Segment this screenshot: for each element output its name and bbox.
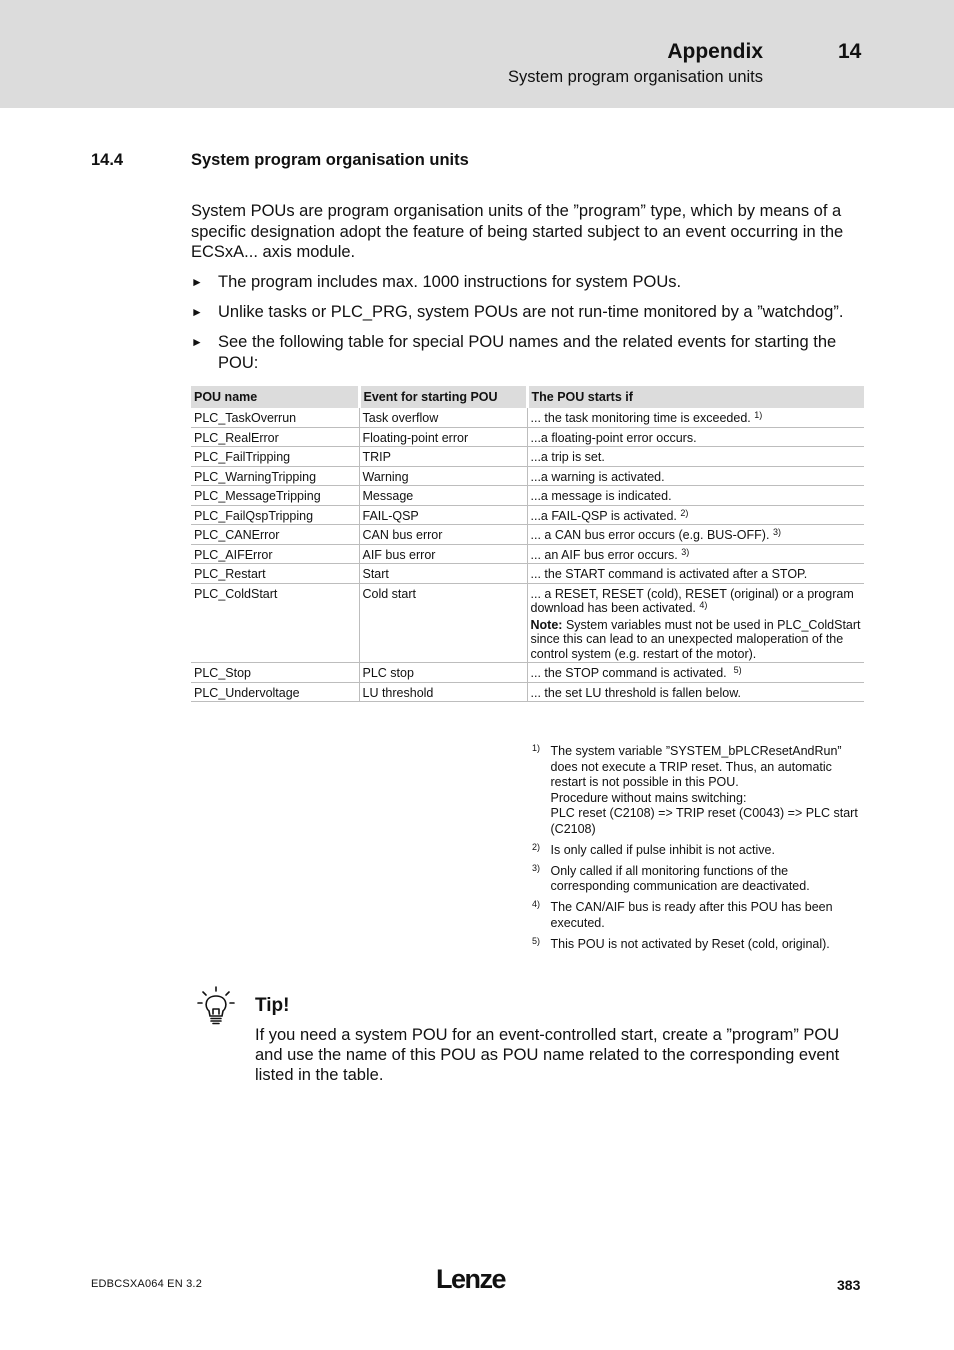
condition-cell: ... the STOP command is activated. $^{5)}$ [527,663,864,683]
pou-name-cell: PLC_ColdStart [191,583,359,663]
table-row [191,525,864,545]
table-row [191,564,864,584]
bullet-text: See the following table for special POU names and the related events for starting the POU: [218,333,837,372]
column-header-pou-name: POU name [191,386,359,408]
table-row [191,466,864,486]
pou-name-cell: PLC_Stop [191,663,359,683]
lightbulb-icon [196,985,236,1025]
footnote-ref: 1) [754,410,763,420]
table-row [191,427,864,447]
pou-name-cell: PLC_Restart [191,564,359,584]
condition-cell: ...a warning is activated. [527,466,864,486]
table-row [191,447,864,467]
header-title: Appendix [667,40,763,63]
footnote: 1) The system variable ”SYSTEM_bPLCResetAndRun” does not execute a TRIP reset. Thus, an automatic restart is not possible in this POU. Procedure without mains switching: PLC reset (C2108) => TRIP reset (C0043) => PLC start (C2108) [532,743,858,836]
footnote-ref: 2) [680,507,689,518]
event-cell: Cold start [359,583,527,663]
bullet-item [191,332,867,373]
pou-name-cell: PLC_TaskOverrun [191,408,359,427]
condition-cell: ... a CAN bus error occurs (e.g. BUS-OFF). $^{3)}$ [527,525,864,545]
condition-cell: ...a trip is set. [527,447,864,467]
pou-name-cell: PLC_AIFError [191,544,359,564]
condition-cell: ... the set LU threshold is fallen below. [527,682,864,702]
event-cell: CAN bus error [359,525,527,545]
bullet-text: Unlike tasks or PLC_PRG, system POUs are not run-time monitored by a ”watchdog”. [218,303,844,321]
event-cell: Start [359,564,527,584]
condition-cell: ...a FAIL-QSP is activated. $^{2)}$ [527,505,864,525]
table-row [191,505,864,525]
table-row [191,408,864,427]
footnote-mark: 4) [532,899,541,909]
condition-cell: ... an AIF bus error occurs. $^{3)}$ [527,544,864,564]
arrow-bullet-icon: ► [191,275,203,289]
column-header-event: Event for starting POU [359,386,527,408]
pou-name-cell: PLC_CANError [191,525,359,545]
footnote-mark: 5) [532,935,541,946]
page-number: 383 [837,1277,861,1293]
arrow-bullet-icon: ► [191,335,203,349]
section-title: System program organisation units [191,151,469,169]
pou-name-cell: PLC_WarningTripping [191,466,359,486]
condition-cell: ... the START command is activated after a STOP. [527,564,864,584]
footnote-ref: 4) [699,600,708,610]
condition-cell: ...a message is indicated. [527,486,864,506]
footnote-ref: 3) [772,527,781,537]
footnotes [532,744,864,958]
column-header-condition: The POU starts if [527,386,864,408]
pou-name-cell: PLC_FailTripping [191,447,359,467]
footnote-mark: 2) [532,841,541,852]
tip-text: If you need a system POU for an event-controlled start, create a ”program” POU and use the name of this POU as POU name related to the corresponding event listed in the table. [255,1026,840,1084]
table-header-row [191,386,864,408]
event-cell: TRIP [359,447,527,467]
footnote: 3) Only called if all monitoring functions of the corresponding communication are deactivated. [532,862,810,893]
condition-cell: ... a RESET, RESET (cold), RESET (original) or a program download has been activated. $^{4)}$ Note: System variables must not be used in PLC_ColdStart since this can lead to an unexpected maloperation of the control system (e.g. restart of the motor). [527,583,864,663]
bullet-list [191,272,867,383]
footnote: 5) This POU is not activated by Reset (cold, original). [532,935,830,951]
pou-table [191,386,864,702]
bullet-item [191,272,867,293]
lenze-logo: Lenze [436,1264,506,1294]
arrow-bullet-icon: ► [191,305,203,319]
bullet-item [191,302,867,323]
event-cell: Task overflow [359,408,527,427]
section-number: 14.4 [91,151,124,169]
document-id: EDBCSXA064 EN 3.2 [91,1278,203,1290]
table-row [191,486,864,506]
condition-cell: ... the task monitoring time is exceeded. $^{1)}$ [527,408,864,427]
pou-name-cell: PLC_FailQspTripping [191,505,359,525]
pou-name-cell: PLC_RealError [191,427,359,447]
event-cell: Floating-point error [359,427,527,447]
page-header [0,0,954,108]
pou-name-cell: PLC_MessageTripping [191,486,359,506]
footnote: 2) Is only called if pulse inhibit is not active. [532,841,775,857]
tip-title: Tip! [255,995,290,1016]
table-row [191,663,864,683]
intro-paragraph: System POUs are program organisation units of the ”program” type, which by means of a specific designation adopt the feature of being started subject to an event occurring in the ECSxA... axis module. [191,202,844,261]
footnote-ref: 5) [733,665,742,675]
footnote: 4) The CAN/AIF bus is ready after this POU has been executed. [532,899,833,930]
condition-cell: ...a floating-point error occurs. [527,427,864,447]
footnote-ref: 3) [681,546,690,557]
table-row [191,682,864,702]
table-row [191,583,864,663]
footnote-mark: 1) [532,743,541,753]
bullet-text: The program includes max. 1000 instructions for system POUs. [218,273,682,291]
header-chapter-number: 14 [838,40,862,63]
event-cell: Warning [359,466,527,486]
note-text: System variables must not be used in PLC_ColdStart since this can lead to an unexpected maloperation of the control system (e.g. restart of the motor). [530,617,861,661]
event-cell: FAIL-QSP [359,505,527,525]
event-cell: Message [359,486,527,506]
note-label: Note: [530,617,563,632]
event-cell: PLC stop [359,663,527,683]
table-row [191,544,864,564]
event-cell: LU threshold [359,682,527,702]
header-subtitle: System program organisation units [508,68,763,86]
footnote-mark: 3) [532,862,541,873]
event-cell: AIF bus error [359,544,527,564]
pou-name-cell: PLC_Undervoltage [191,682,359,702]
